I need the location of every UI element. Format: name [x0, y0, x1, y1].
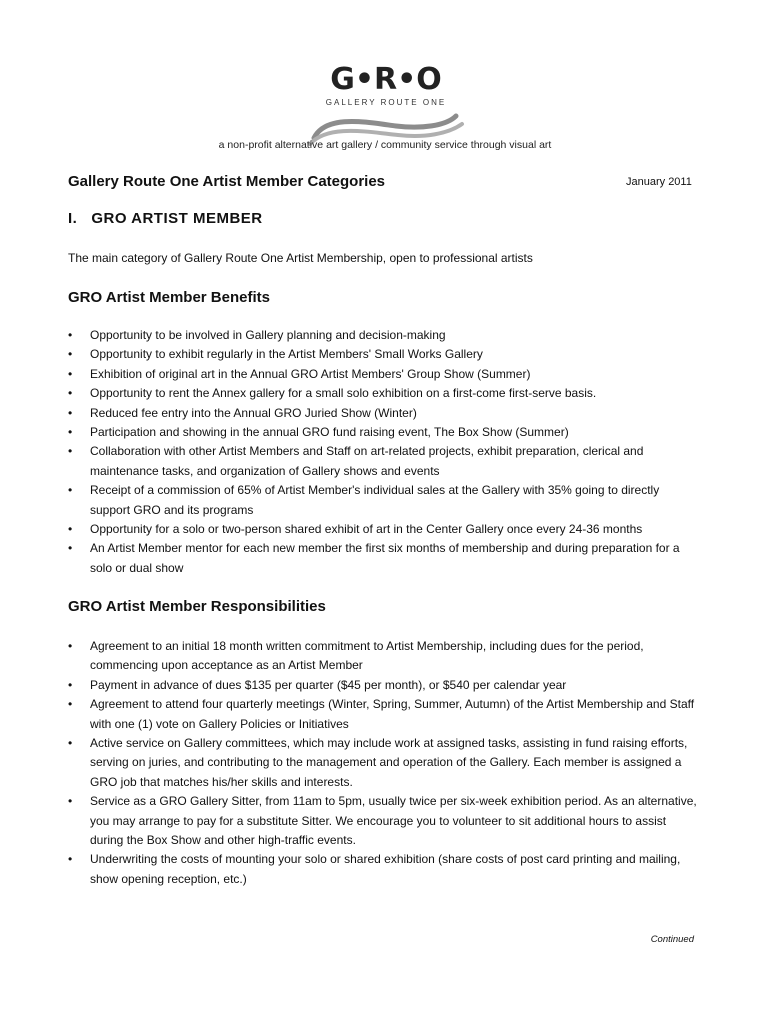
list-item-text: Payment in advance of dues $135 per quarter ($45 per month), or $540 per calendar year	[90, 677, 567, 692]
bullet-icon: •	[68, 639, 73, 653]
bullet-icon: •	[68, 347, 73, 362]
bullet-icon: •	[68, 736, 73, 751]
list-item-text: Participation and showing in the annual GRO fund raising event, The Box Show (Summer)	[90, 425, 569, 440]
gro-logo	[306, 60, 466, 146]
list-item-text: Opportunity to rent the Annex gallery for a small solo exhibition on a first-come first-serve basis.	[90, 386, 597, 401]
list-item-text: Agreement to attend four quarterly meetings (Winter, Spring, Summer, Autumn) of the Artist Membership and Staff with one (1) vote on Gallery Policies or Initiatives	[90, 697, 695, 731]
bullet-icon: •	[68, 483, 73, 498]
list-item-text: Reduced fee entry into the Annual GRO Juried Show (Winter)	[90, 405, 417, 420]
list-item	[68, 423, 700, 442]
bullet-icon: •	[68, 541, 73, 556]
benefits-heading: GRO Artist Member Benefits	[68, 289, 270, 306]
list-item	[68, 850, 700, 889]
list-item	[68, 326, 700, 345]
document-date: January 2011	[626, 176, 692, 188]
bullet-icon: •	[68, 852, 73, 867]
section-description: The main category of Gallery Route One Artist Membership, open to professional artists	[68, 251, 533, 265]
list-item	[68, 442, 700, 481]
list-item	[68, 792, 700, 850]
list-item	[68, 520, 700, 539]
bullet-icon: •	[68, 444, 73, 459]
list-item-text: Opportunity to be involved in Gallery planning and decision-making	[90, 328, 446, 342]
bullet-icon: •	[68, 677, 73, 692]
bullet-icon: •	[68, 697, 73, 712]
list-item-text: Active service on Gallery committees, which may include work at assigned tasks, assisting in fund raising efforts, serving on juries, and contributing to the management and operation of the Gallery. Each member is assigned a GRO job that matches his/her skills and interests.	[90, 736, 688, 789]
list-item	[68, 481, 700, 520]
list-item	[68, 365, 700, 384]
list-item-text: Opportunity to exhibit regularly in the Artist Members' Small Works Gallery	[90, 347, 483, 362]
list-item	[68, 734, 700, 792]
list-item-text: Exhibition of original art in the Annual GRO Artist Members' Group Show (Summer)	[90, 366, 531, 381]
section-heading: I. GRO ARTIST MEMBER	[68, 210, 263, 227]
logo-subtitle: GALLERY ROUTE ONE	[325, 98, 447, 107]
bullet-icon: •	[68, 405, 73, 420]
list-item	[68, 404, 700, 423]
bullet-icon: •	[68, 794, 73, 809]
list-item	[68, 384, 700, 403]
list-item-text: Collaboration with other Artist Members and Staff on art-related projects, exhibit preparation, clerical and maintenance tasks, and organization of Gallery shows and events	[90, 444, 644, 478]
responsibilities-list	[68, 637, 700, 889]
bullet-icon: •	[68, 425, 73, 440]
document-title: Gallery Route One Artist Member Categories	[68, 173, 386, 190]
list-item	[68, 345, 700, 364]
bullet-icon: •	[68, 366, 73, 381]
list-item-text: Underwriting the costs of mounting your solo or shared exhibition (share costs of post card printing and mailing, show opening reception, etc.)	[90, 852, 681, 886]
bullet-icon: •	[68, 522, 73, 537]
list-item	[68, 539, 700, 578]
list-item	[68, 637, 700, 676]
bullet-icon: •	[68, 386, 73, 401]
list-item-text: An Artist Member mentor for each new member the first six months of membership and during preparation for a solo or dual show	[90, 541, 680, 575]
continued-note: Continued	[650, 934, 694, 945]
list-item	[68, 676, 700, 695]
benefits-list	[68, 326, 700, 578]
list-item-text: Service as a GRO Gallery Sitter, from 11am to 5pm, usually twice per six-week exhibition period. As an alternative, you may arrange to pay for a substitute Sitter. We encourage you to volunteer to sit additional hours to assist during the Box Show and other high-traffic events.	[90, 794, 697, 848]
bullet-icon: •	[68, 328, 73, 342]
responsibilities-heading: GRO Artist Member Responsibilities	[68, 598, 326, 615]
list-item-text: Agreement to an initial 18 month written commitment to Artist Membership, including dues for the period, commencing upon acceptance as an Artist Member	[90, 639, 644, 673]
list-item-text: Opportunity for a solo or two-person shared exhibit of art in the Center Gallery once every 24-36 months	[90, 522, 643, 537]
list-item-text: Receipt of a commission of 65% of Artist Member's individual sales at the Gallery with 35% going to directly support GRO and its programs	[90, 483, 660, 517]
list-item	[68, 695, 700, 734]
tagline: a non-profit alternative art gallery / community service through visual art	[218, 139, 552, 151]
logo-text: G•R•O	[330, 62, 442, 97]
